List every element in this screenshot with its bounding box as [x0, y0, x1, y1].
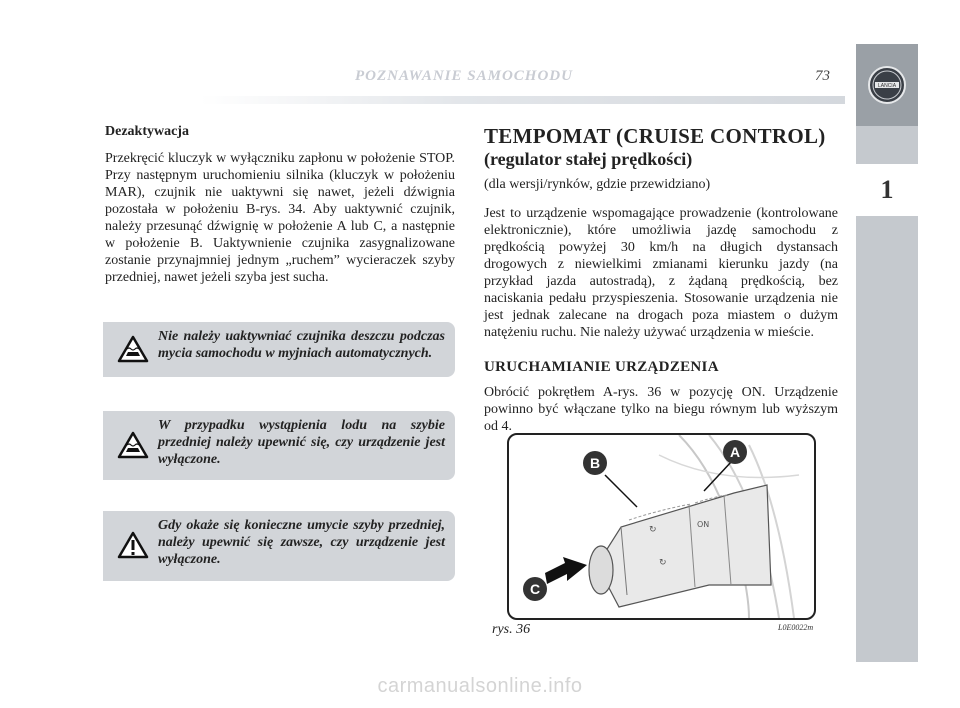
cruise-control-title: TEMPOMAT (CRUISE CONTROL) [484, 124, 826, 148]
car-wash-warning-icon [117, 335, 149, 363]
label-b: B [589, 455, 601, 471]
chapter-sidebar [856, 44, 918, 662]
exclamation-warning-icon [117, 531, 149, 559]
running-header-title: POZNAWANIE SAMOCHODU [355, 68, 573, 84]
availability-note: (dla wersji/rynków, gdzie przewidziano) [484, 177, 711, 192]
label-b-marker [583, 451, 607, 475]
right-column [484, 124, 838, 435]
figure-caption: rys. 36 [492, 622, 531, 637]
watermark: carmanualsonline.info [377, 675, 583, 697]
stalk-diagram [509, 435, 814, 618]
section-heading-activation: URUCHAMIANIE URZĄDZENIA [484, 359, 719, 375]
warning-text-1: Nie należy uaktywniać czujnika deszczu podczas mycia samochodu w myjniach automatycznych. [158, 329, 445, 361]
label-a-marker [723, 440, 747, 464]
svg-text:LANCIA: LANCIA [877, 83, 897, 89]
header-divider [200, 96, 845, 104]
chapter-tab[interactable]: 1 [856, 164, 918, 216]
ice-warning-icon [117, 431, 149, 459]
lancia-logo-icon [867, 65, 907, 105]
left-column [105, 124, 455, 286]
svg-text:ON: ON [697, 520, 710, 529]
figure-code: L0E0022m [778, 623, 814, 632]
section-heading-deactivation: Dezaktywacja [105, 124, 189, 139]
warning-box-2 [103, 411, 455, 480]
label-a: A [729, 444, 741, 460]
activation-text: Obrócić pokrętłem A-rys. 36 w pozycję ON. Urządzenie powinno być włączane tylko na biegu równym lub wyższym od 4. [484, 385, 838, 434]
warning-text-3: Gdy okaże się konieczne umycie szyby przedniej, należy upewnić się zawsze, czy urządzenie jest wyłączone. [158, 518, 445, 567]
page-number: 73 [815, 68, 830, 84]
svg-text:↻: ↻ [649, 525, 657, 535]
deactivation-paragraph: Przekręcić kluczyk w wyłączniku zapłonu w położenie STOP. Przy następnym uruchomieniu silnika (kluczyk w położeniu MAR), czujnik nie uaktywni się nawet, jeżeli dźwignia pozostała w położeniu B-rys. 34. Aby uaktywnić czujnik, należy przesunąć dźwignię w położenie A lub C, a następnie w położenie B. Uaktywnienie czujnika zasygnalizowane zostanie przynajmniej jednym „ruchem” wycieraczek szyby przedniej, nawet jeżeli szyba jest sucha. [105, 151, 455, 285]
figure-stalk-illustration [507, 433, 816, 620]
warning-box-1 [103, 322, 455, 377]
svg-text:↻: ↻ [659, 558, 667, 568]
warning-box-3 [103, 511, 455, 581]
label-c: C [529, 581, 541, 597]
cruise-control-subtitle: (regulator stałej prędkości) [484, 149, 693, 169]
warning-text-2: W przypadku wystąpienia lodu na szybie przedniej należy upewnić się, czy urządzenie jest wyłączone. [158, 418, 445, 467]
cruise-control-description: Jest to urządzenie wspomagające prowadzenie (kontrolowane elektronicznie), które umożliwia jazdę samochodu z prędkością powyżej 30 km/h na długich dystansach drogowych z niewielkimi zmianami kierunku jazdy (na przykład jazda autostradą), z żądaną prędkością, bez naciskania pedału przyspieszenia. Stosowanie urządzenia nie jest jednak zalecane na drogach poza miastem o dużym natężeniu ruchu. Nie należy używać urządzenia w mieście. [484, 206, 838, 340]
brand-badge [856, 44, 918, 126]
label-c-marker [523, 577, 547, 601]
